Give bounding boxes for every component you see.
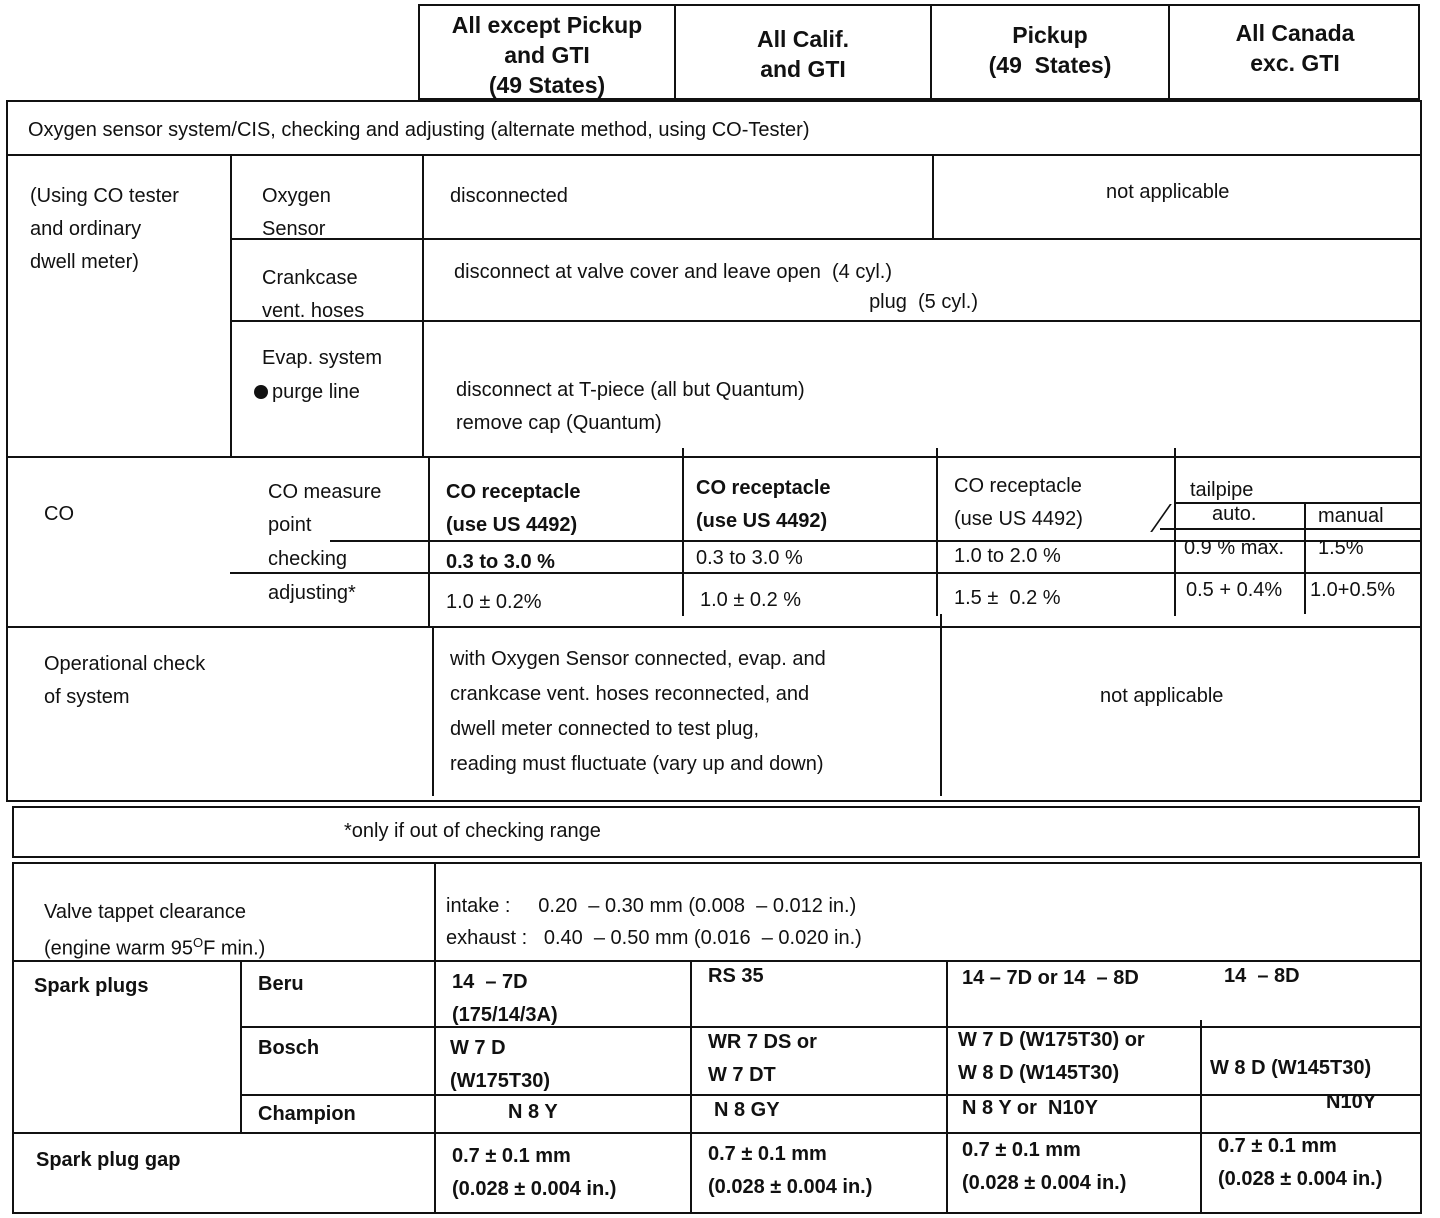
- co-adjusting-label: adjusting*: [268, 582, 356, 604]
- valve-exhaust: exhaust : 0.40 – 0.50 mm (0.016 – 0.020 in.): [446, 927, 862, 949]
- co-col4-manual-header: manual: [1318, 505, 1384, 527]
- spark-bosch-col3: W 7 D (W175T30) or W 8 D (W145T30): [958, 1029, 1145, 1084]
- divider: [230, 238, 1422, 240]
- bullet-icon: [254, 385, 268, 399]
- evap-purge-text: purge line: [272, 381, 360, 403]
- spark-bosch-col1: W 7 D (W175T30): [450, 1037, 551, 1092]
- spark-champion-col3: N 8 Y or N10Y: [962, 1097, 1098, 1119]
- co-col3-adjusting: 1.5 ± 0.2 %: [954, 587, 1061, 609]
- divider: [230, 320, 1422, 322]
- divider: [240, 960, 242, 1134]
- spark-champion-col1: N 8 Y: [508, 1101, 558, 1123]
- valve-label-suffix: F min.): [203, 937, 266, 960]
- divider: [422, 154, 424, 456]
- co-col4-auto-header: auto.: [1212, 503, 1257, 525]
- divider: [12, 1132, 1422, 1134]
- divider: [240, 1026, 1422, 1028]
- spark-champion-col4: N10Y: [1326, 1091, 1377, 1113]
- co-col1-point: CO receptacle (use US 4492): [446, 481, 581, 536]
- co-col3-checking: 1.0 to 2.0 %: [954, 545, 1061, 567]
- divider: [1174, 448, 1176, 616]
- co-col2-adjusting: 1.0 ± 0.2 %: [700, 589, 802, 611]
- co-col1-adjusting: 1.0 ± 0.2%: [446, 591, 542, 613]
- evap-label: Evap. system: [262, 347, 383, 369]
- spark-beru-col2: RS 35: [708, 965, 764, 987]
- operational-label: Operational check of system: [44, 653, 206, 708]
- divider: [432, 626, 434, 796]
- spark-gap-col4: 0.7 ± 0.1 mm (0.028 ± 0.004 in.): [1218, 1135, 1383, 1190]
- divider: [936, 448, 938, 616]
- divider: [946, 960, 948, 1214]
- co-checking-label: checking: [268, 548, 347, 570]
- co-col2-checking: 0.3 to 3.0 %: [696, 547, 803, 569]
- oxygen-sensor-value: disconnected: [450, 185, 568, 207]
- co-col4-checking-manual: 1.5%: [1318, 537, 1364, 559]
- co-col1-checking: 0.3 to 3.0 %: [446, 551, 555, 573]
- divider: [1304, 502, 1306, 614]
- crankcase-value-4cyl: disconnect at valve cover and leave open (4 cyl.): [454, 261, 893, 283]
- spark-bosch-label: Bosch: [258, 1037, 320, 1059]
- operational-value: with Oxygen Sensor connected, evap. and crankcase vent. hoses reconnected, and dwell meter connected to test plug, reading must fluctuate (vary up and down): [450, 648, 826, 775]
- divider: [434, 862, 436, 1214]
- co-measure-point-label: CO measure point: [268, 481, 382, 536]
- divider: [230, 154, 232, 456]
- divider: [932, 154, 934, 240]
- header-col4: All Canada exc. GTI: [1235, 20, 1355, 76]
- valve-label-degree: O: [192, 935, 204, 950]
- crankcase-value-5cyl: plug (5 cyl.): [869, 291, 978, 313]
- divider: [940, 614, 942, 796]
- oxygen-sensor-label: Oxygen Sensor: [262, 185, 331, 240]
- co-col4-adjusting-manual: 1.0+0.5%: [1310, 579, 1396, 601]
- co-col4-point: tailpipe: [1190, 479, 1254, 501]
- divider: [240, 1094, 1422, 1096]
- divider: [682, 448, 684, 616]
- divider: [690, 960, 692, 1214]
- footnote-box: [12, 806, 1420, 858]
- spark-gap-col1: 0.7 ± 0.1 mm (0.028 ± 0.004 in.): [452, 1145, 617, 1200]
- oxygen-sensor-not-applicable: not applicable: [1106, 181, 1230, 203]
- oxygen-group-label: (Using CO tester and ordinary dwell meter): [30, 185, 179, 273]
- spark-beru-label: Beru: [258, 973, 304, 995]
- spark-beru-col1: 14 – 7D (175/14/3A): [452, 971, 558, 1026]
- spark-plugs-label: Spark plugs: [34, 975, 149, 997]
- evap-purge-label: [254, 376, 360, 409]
- spark-beru-col4: 14 – 8D: [1224, 965, 1300, 987]
- header-col3: Pickup (49 States): [988, 22, 1112, 78]
- header-col2: All Calif. and GTI: [756, 26, 849, 82]
- footnote: *only if out of checking range: [344, 820, 601, 842]
- spark-beru-col3: 14 – 7D or 14 – 8D: [962, 967, 1139, 989]
- valve-label-line1: Valve tappet clearance: [44, 901, 246, 923]
- crankcase-label: Crankcase vent. hoses: [262, 267, 365, 322]
- co-label: CO: [44, 503, 74, 525]
- co-col4-checking-auto: 0.9 % max.: [1184, 537, 1285, 559]
- spark-gap-label: Spark plug gap: [36, 1149, 181, 1171]
- oxygen-section-title: Oxygen sensor system/CIS, checking and adjusting (alternate method, using CO-Tester): [28, 119, 810, 141]
- spark-bosch-col2: WR 7 DS or W 7 DT: [708, 1031, 817, 1086]
- evap-value: disconnect at T-piece (all but Quantum) remove cap (Quantum): [456, 379, 805, 434]
- spark-gap-col2: 0.7 ± 0.1 mm (0.028 ± 0.004 in.): [708, 1143, 873, 1198]
- header-col1: All except Pickup and GTI (49 States): [451, 12, 643, 98]
- divider: [6, 154, 1422, 156]
- co-col2-point: CO receptacle (use US 4492): [696, 477, 831, 532]
- operational-not-applicable: not applicable: [1100, 685, 1224, 707]
- spark-gap-col3: 0.7 ± 0.1 mm (0.028 ± 0.004 in.): [962, 1139, 1127, 1194]
- valve-label-prefix: (engine warm 95: [44, 937, 193, 960]
- valve-intake: intake : 0.20 – 0.30 mm (0.008 – 0.012 in.): [446, 895, 857, 917]
- co-col3-point: CO receptacle (use US 4492): [954, 475, 1083, 530]
- divider: [6, 626, 1422, 628]
- divider: [1200, 1020, 1202, 1214]
- spark-bosch-col4: W 8 D (W145T30): [1210, 1057, 1372, 1079]
- spark-champion-col2: N 8 GY: [714, 1099, 780, 1121]
- co-col4-adjusting-auto: 0.5 + 0.4%: [1186, 579, 1283, 601]
- spark-champion-label: Champion: [258, 1103, 356, 1125]
- divider: [6, 456, 1422, 458]
